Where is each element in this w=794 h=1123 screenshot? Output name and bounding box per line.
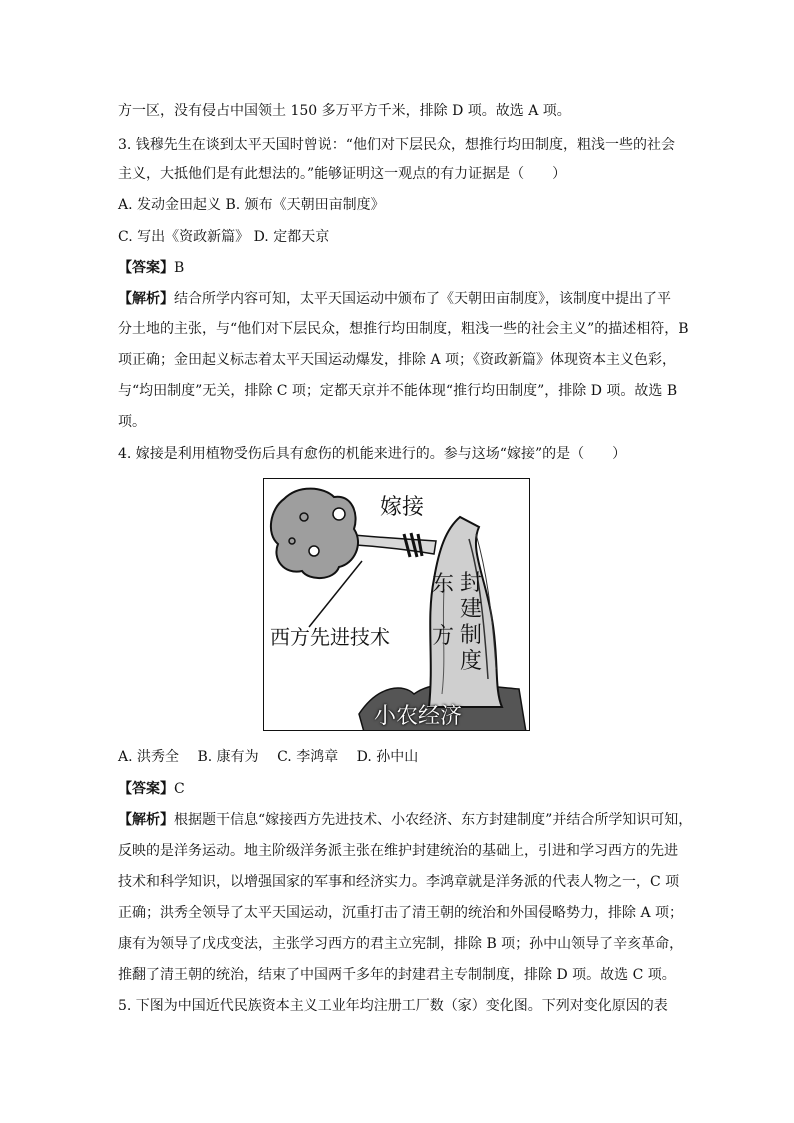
graft-label: 嫁接 xyxy=(380,495,425,520)
question-3-analysis: 分土地的主张，与“他们对下层民众，想推行均田制度，粗浅一些的社会主义”的描述相符，B xyxy=(118,321,689,337)
question-3-options: A. 发动金田起义 B. 颁布《天朝田亩制度》 xyxy=(118,197,385,213)
question-4-analysis: 【解析】根据题干信息“嫁接西方先进技术、小农经济、东方封建制度”并结合所学知识可知， xyxy=(118,812,693,828)
east-label: 东方 xyxy=(431,572,454,649)
question-3-analysis: 与“均田制度”无关，排除 C 项；定都天京并不能体现“推行均田制度”，排除 D 项。故选 B xyxy=(118,383,678,399)
grafting-illustration xyxy=(263,478,530,731)
west-technology-label: 西方先进技术 xyxy=(270,625,390,649)
question-3-options: C. 写出《资政新篇》 D. 定都天京 xyxy=(118,229,330,245)
feudal-system-label: 封建制度 xyxy=(459,571,482,674)
question-4-options: A. 洪秀全 B. 康有为 C. 李鸿章 D. 孙中山 xyxy=(118,749,419,765)
question-3-answer: 【答案】B xyxy=(118,260,185,276)
section-heading: 【解析】 xyxy=(118,291,174,307)
question-4-analysis: 反映的是洋务运动。地主阶级洋务派主张在维护封建统治的基础上，引进和学习西方的先进 xyxy=(118,843,678,859)
question-3-analysis: 项。 xyxy=(118,414,146,430)
question-4-analysis: 康有为领导了戊戌变法，主张学习西方的君主立宪制，排除 B 项；孙中山领导了辛亥革命， xyxy=(118,936,684,952)
question-5-stem: 5. 下图为中国近代民族资本主义工业年均注册工厂数（家）变化图。下列对变化原因的表 xyxy=(118,998,668,1014)
small-peasant-economy-label: 小农经济 xyxy=(374,704,463,729)
question-3-stem: 主义，大抵他们是有此想法的。”能够证明这一观点的有力证据是（ ） xyxy=(118,166,567,182)
question-4-analysis: 技术和科学知识，以增强国家的军事和经济实力。李鸿章就是洋务派的代表人物之一，C 项 xyxy=(118,874,680,890)
question-4-stem: 4. 嫁接是利用植物受伤后具有愈伤的机能来进行的。参与这场“嫁接”的是（ ） xyxy=(118,446,627,462)
question-3-stem: 3. 钱穆先生在谈到太平天国时曾说：“他们对下层民众，想推行均田制度，粗浅一些的社会 xyxy=(118,137,675,153)
question-3-analysis: 项正确；金田起义标志着太平天国运动爆发，排除 A 项；《资政新篇》体现资本主义色彩， xyxy=(118,352,677,368)
question-3-analysis: 【解析】结合所学内容可知，太平天国运动中颁布了《天朝田亩制度》，该制度中提出了平 xyxy=(118,291,671,307)
question-4-answer: 【答案】C xyxy=(118,781,185,797)
question-4-analysis: 正确；洪秀全领导了太平天国运动，沉重打击了清王朝的统治和外国侵略势力，排除 A 项； xyxy=(118,905,684,921)
question-4-analysis: 推翻了清王朝的统治，结束了中国两千多年的封建君主专制制度，排除 D 项。故选 C 项。 xyxy=(118,967,676,983)
section-heading: 【答案】 xyxy=(118,781,174,797)
section-heading: 【答案】 xyxy=(118,260,174,276)
section-heading: 【解析】 xyxy=(118,812,174,828)
text-line: 方一区，没有侵占中国领土 150 多万平方千米，排除 D 项。故选 A 项。 xyxy=(118,103,571,119)
